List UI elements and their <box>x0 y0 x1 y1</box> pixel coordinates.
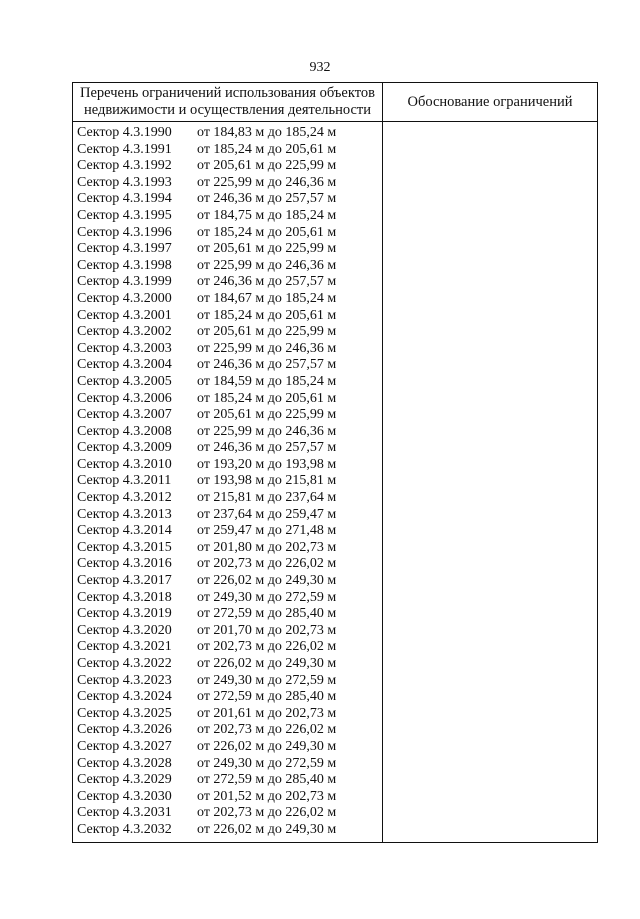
sector-id: Сектор 4.3.2016 <box>77 556 172 572</box>
sector-id: Сектор 4.3.1992 <box>77 158 172 174</box>
table-row <box>77 125 382 142</box>
table-row <box>77 756 382 773</box>
sector-id: Сектор 4.3.2021 <box>77 639 172 655</box>
sector-id: Сектор 4.3.2001 <box>77 307 172 323</box>
sector-range: от 272,59 м до 285,40 м <box>197 772 337 788</box>
sector-range: от 185,24 м до 205,61 м <box>197 141 337 157</box>
sector-id: Сектор 4.3.2023 <box>77 672 172 688</box>
sector-range: от 237,64 м до 259,47 м <box>197 506 337 522</box>
table-row <box>77 772 382 789</box>
sector-range: от 193,98 м до 215,81 м <box>197 473 337 489</box>
table-header <box>73 83 597 122</box>
sector-range: от 185,24 м до 205,61 м <box>197 390 337 406</box>
table-row <box>77 556 382 573</box>
sector-range: от 202,73 м до 226,02 м <box>197 639 337 655</box>
sector-id: Сектор 4.3.2030 <box>77 788 172 804</box>
sector-id: Сектор 4.3.2019 <box>77 606 172 622</box>
table-row <box>77 241 382 258</box>
sector-id: Сектор 4.3.2032 <box>77 821 172 837</box>
sector-range: от 202,73 м до 226,02 м <box>197 556 337 572</box>
sector-id: Сектор 4.3.1997 <box>77 241 172 257</box>
sector-id: Сектор 4.3.1999 <box>77 274 172 290</box>
sector-id: Сектор 4.3.1991 <box>77 141 172 157</box>
table-row <box>77 623 382 640</box>
justification-cell <box>383 122 597 842</box>
sector-id: Сектор 4.3.2005 <box>77 373 172 389</box>
sector-id: Сектор 4.3.2015 <box>77 539 172 555</box>
table-row <box>77 490 382 507</box>
sector-id: Сектор 4.3.2000 <box>77 290 172 306</box>
table-body <box>73 122 597 842</box>
sector-list <box>73 122 383 842</box>
sector-id: Сектор 4.3.2025 <box>77 705 172 721</box>
sector-range: от 205,61 м до 225,99 м <box>197 241 337 257</box>
table-row <box>77 424 382 441</box>
sector-id: Сектор 4.3.2011 <box>77 473 172 489</box>
table-row <box>77 789 382 806</box>
table-row <box>77 540 382 557</box>
sector-range: от 201,61 м до 202,73 м <box>197 705 337 721</box>
sector-id: Сектор 4.3.1994 <box>77 191 172 207</box>
sector-id: Сектор 4.3.2020 <box>77 622 172 638</box>
table-row <box>77 689 382 706</box>
table-row <box>77 457 382 474</box>
sector-range: от 193,20 м до 193,98 м <box>197 456 337 472</box>
sector-range: от 201,52 м до 202,73 м <box>197 788 337 804</box>
sector-range: от 225,99 м до 246,36 м <box>197 340 337 356</box>
table-row <box>77 440 382 457</box>
sector-range: от 259,47 м до 271,48 м <box>197 523 337 539</box>
sector-range: от 226,02 м до 249,30 м <box>197 656 337 671</box>
sector-range: от 249,30 м до 272,59 м <box>197 755 337 771</box>
sector-id: Сектор 4.3.2017 <box>77 573 172 589</box>
sector-id: Сектор 4.3.2007 <box>77 407 172 423</box>
sector-id: Сектор 4.3.2014 <box>77 523 172 539</box>
table-row <box>77 673 382 690</box>
table-row <box>77 374 382 391</box>
header-restrictions-list <box>73 83 383 121</box>
sector-range: от 246,36 м до 257,57 м <box>197 440 337 456</box>
sector-range: от 202,73 м до 226,02 м <box>197 805 337 821</box>
sector-id: Сектор 4.3.1996 <box>77 224 172 240</box>
table-row <box>77 291 382 308</box>
table-row <box>77 706 382 723</box>
table-row <box>77 341 382 358</box>
header-left-line-2: недвижимости и осуществления деятельности <box>83 102 372 118</box>
sector-range: от 205,61 м до 225,99 м <box>197 324 337 340</box>
sector-id: Сектор 4.3.2022 <box>77 656 172 671</box>
table-row <box>77 473 382 490</box>
sector-range: от 184,59 м до 185,24 м <box>197 373 337 389</box>
table-row <box>77 258 382 275</box>
table-row <box>77 573 382 590</box>
table-row <box>77 225 382 242</box>
table-row <box>77 142 382 159</box>
sector-range: от 246,36 м до 257,57 м <box>197 357 337 373</box>
sector-id: Сектор 4.3.1990 <box>77 125 172 140</box>
sector-range: от 185,24 м до 205,61 м <box>197 224 337 240</box>
sector-range: от 272,59 м до 285,40 м <box>197 606 337 622</box>
page-number: 932 <box>309 60 331 75</box>
restrictions-table <box>72 82 598 843</box>
sector-range: от 205,61 м до 225,99 м <box>197 158 337 174</box>
sector-id: Сектор 4.3.1993 <box>77 174 172 190</box>
table-row <box>77 523 382 540</box>
sector-range: от 226,02 м до 249,30 м <box>197 573 337 589</box>
sector-range: от 184,75 м до 185,24 м <box>197 207 337 223</box>
sector-range: от 184,67 м до 185,24 м <box>197 290 337 306</box>
sector-range: от 185,24 м до 205,61 м <box>197 307 337 323</box>
sector-range: от 202,73 м до 226,02 м <box>197 722 337 738</box>
table-row <box>77 739 382 756</box>
sector-range: от 225,99 м до 246,36 м <box>197 174 337 190</box>
sector-range: от 215,81 м до 237,64 м <box>197 490 337 506</box>
sector-id: Сектор 4.3.2029 <box>77 772 172 788</box>
table-row <box>77 308 382 325</box>
table-row <box>77 274 382 291</box>
sector-range: от 201,80 м до 202,73 м <box>197 539 337 555</box>
table-row <box>77 407 382 424</box>
sector-id: Сектор 4.3.2008 <box>77 423 172 439</box>
sector-id: Сектор 4.3.2010 <box>77 456 172 472</box>
table-row <box>77 175 382 192</box>
table-row <box>77 639 382 656</box>
table-row <box>77 191 382 208</box>
sector-range: от 201,70 м до 202,73 м <box>197 622 337 638</box>
table-row <box>77 391 382 408</box>
sector-range: от 246,36 м до 257,57 м <box>197 191 337 207</box>
sector-range: от 226,02 м до 249,30 м <box>197 738 337 754</box>
sector-id: Сектор 4.3.2012 <box>77 490 172 506</box>
table-row <box>77 507 382 524</box>
sector-id: Сектор 4.3.2013 <box>77 506 172 522</box>
sector-id: Сектор 4.3.2003 <box>77 340 172 356</box>
sector-range: от 225,99 м до 246,36 м <box>197 423 337 439</box>
sector-id: Сектор 4.3.2006 <box>77 390 172 406</box>
sector-id: Сектор 4.3.2004 <box>77 357 172 373</box>
sector-id: Сектор 4.3.2031 <box>77 805 172 821</box>
table-row <box>77 822 382 839</box>
sector-range: от 246,36 м до 257,57 м <box>197 274 337 290</box>
sector-range: от 249,30 м до 272,59 м <box>197 672 337 688</box>
sector-range: от 226,02 м до 249,30 м <box>197 821 337 837</box>
header-left-line-1: Перечень ограничений использования объектов <box>80 85 375 101</box>
table-row <box>77 656 382 673</box>
sector-id: Сектор 4.3.1995 <box>77 207 172 223</box>
table-row <box>77 324 382 341</box>
sector-id: Сектор 4.3.2009 <box>77 440 172 456</box>
table-row <box>77 722 382 739</box>
sector-range: от 225,99 м до 246,36 м <box>197 257 337 273</box>
table-row <box>77 606 382 623</box>
sector-id: Сектор 4.3.2024 <box>77 689 172 705</box>
table-row <box>77 590 382 607</box>
sector-range: от 272,59 м до 285,40 м <box>197 689 337 705</box>
table-row <box>77 158 382 175</box>
sector-id: Сектор 4.3.2026 <box>77 722 172 738</box>
sector-id: Сектор 4.3.2018 <box>77 589 172 605</box>
sector-id: Сектор 4.3.2028 <box>77 755 172 771</box>
header-justification: Обоснование ограничений <box>407 93 573 110</box>
table-row <box>77 357 382 374</box>
table-row <box>77 805 382 822</box>
sector-range: от 249,30 м до 272,59 м <box>197 589 337 605</box>
sector-id: Сектор 4.3.1998 <box>77 257 172 273</box>
table-row <box>77 208 382 225</box>
sector-id: Сектор 4.3.2027 <box>77 738 172 754</box>
sector-id: Сектор 4.3.2002 <box>77 324 172 340</box>
sector-range: от 205,61 м до 225,99 м <box>197 407 337 423</box>
sector-range: от 184,83 м до 185,24 м <box>197 125 337 140</box>
